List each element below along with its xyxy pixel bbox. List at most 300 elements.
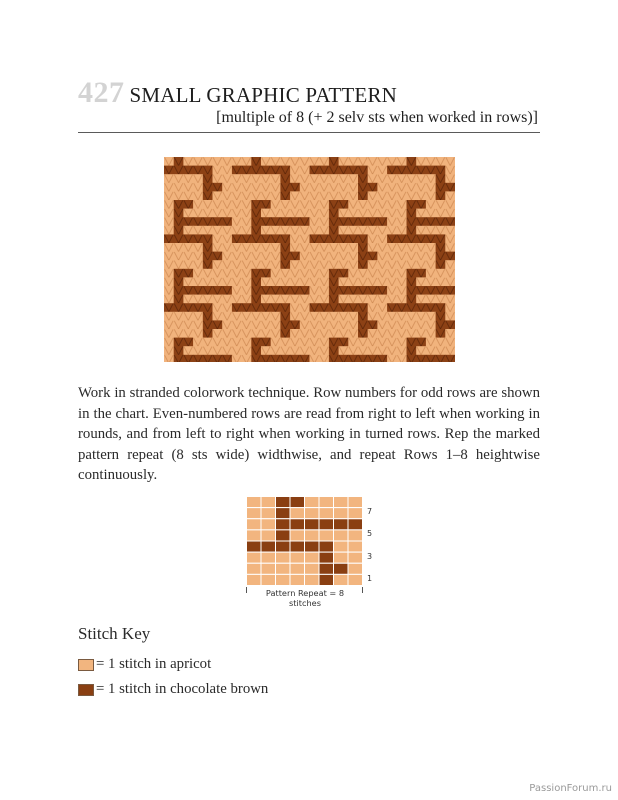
knit-stitch [407,174,417,183]
knit-stitch [242,355,252,362]
knit-stitch [232,260,242,269]
knit-stitch [174,191,184,200]
knit-stitch [426,269,436,278]
knit-stitch [436,183,446,192]
chart-cell [261,552,276,563]
knit-stitch [436,286,446,295]
knit-stitch [407,269,417,278]
knit-stitch [416,286,426,295]
knit-stitch [300,338,310,347]
knit-stitch [436,355,446,362]
knit-stitch [232,329,242,338]
knit-stitch [261,174,271,183]
knit-stitch [407,252,417,261]
knit-stitch [445,286,455,295]
knit-stitch [407,226,417,235]
knit-stitch [203,312,213,321]
knit-stitch [242,277,252,286]
chart-cell [276,530,291,541]
knit-stitch [203,346,213,355]
knit-stitch [193,252,203,261]
knit-stitch [377,226,387,235]
knit-stitch [339,346,349,355]
knit-stitch [329,329,339,338]
knit-stitch [261,346,271,355]
knit-stitch [174,338,184,347]
knit-stitch [251,209,261,218]
knit-stitch [358,286,368,295]
knit-stitch [280,243,290,252]
knit-stitch [242,191,252,200]
knit-stitch [426,312,436,321]
chart-cell [290,519,305,530]
knit-stitch [436,329,446,338]
knit-stitch [416,183,426,192]
chart-cell [276,552,291,563]
knit-stitch [368,286,378,295]
knit-stitch [290,320,300,329]
knit-stitch [407,355,417,362]
knit-stitch [232,312,242,321]
knit-stitch [387,269,397,278]
knit-stitch [164,174,174,183]
knit-stitch [377,312,387,321]
knit-stitch [164,320,174,329]
knit-stitch [222,312,232,321]
knit-stitch [222,234,232,243]
knit-stitch [280,174,290,183]
knit-stitch [251,260,261,269]
knit-stitch [280,234,290,243]
knit-stitch [319,312,329,321]
knit-stitch [164,209,174,218]
key-item-label: = 1 stitch in chocolate brown [96,681,269,697]
knit-stitch [271,329,281,338]
knit-stitch [300,303,310,312]
knit-stitch [397,234,407,243]
knit-stitch [387,295,397,304]
knit-stitch [232,234,242,243]
knit-stitch [368,277,378,286]
knit-stitch [213,191,223,200]
knit-stitch [300,329,310,338]
knit-stitch [416,234,426,243]
knit-stitch [300,243,310,252]
knit-stitch [368,355,378,362]
knit-stitch [377,191,387,200]
knit-stitch [183,174,193,183]
knit-stitch [203,286,213,295]
knit-stitch [387,252,397,261]
knit-stitch [290,269,300,278]
knit-stitch [416,312,426,321]
knit-stitch [426,209,436,218]
knit-stitch [174,226,184,235]
knit-stitch [329,191,339,200]
knit-stitch [329,252,339,261]
knit-stitch [222,200,232,209]
knit-stitch [358,226,368,235]
knit-stitch [368,243,378,252]
header-rule [78,132,540,133]
chart-cell [305,541,320,552]
knit-stitch [203,166,213,175]
knit-stitch [213,320,223,329]
knit-stitch [300,355,310,362]
knit-stitch [426,338,436,347]
knit-stitch [339,295,349,304]
knit-stitch [290,191,300,200]
knit-stitch [319,329,329,338]
knit-stitch [319,269,329,278]
knit-stitch [222,243,232,252]
chart-cell [319,574,334,585]
knit-stitch [251,303,261,312]
knit-stitch [436,338,446,347]
knit-stitch [261,183,271,192]
knit-stitch [174,329,184,338]
knit-stitch [222,252,232,261]
knit-stitch [348,252,358,261]
knit-stitch [300,191,310,200]
knit-stitch [329,355,339,362]
knit-stitch [261,191,271,200]
knit-stitch [300,174,310,183]
knit-stitch [183,312,193,321]
knit-stitch [368,234,378,243]
knit-stitch [377,183,387,192]
knit-stitch [251,217,261,226]
knit-stitch [387,234,397,243]
knit-stitch [358,269,368,278]
knit-stitch [368,209,378,218]
knit-stitch [203,252,213,261]
knit-stitch [397,200,407,209]
knit-stitch [164,329,174,338]
knit-stitch [368,217,378,226]
knit-stitch [426,174,436,183]
knit-stitch [193,260,203,269]
knit-stitch [416,277,426,286]
knit-stitch [397,191,407,200]
knit-stitch [280,209,290,218]
knit-stitch [310,295,320,304]
knit-stitch [164,260,174,269]
knit-stitch [436,191,446,200]
knit-stitch [348,312,358,321]
knit-stitch [445,320,455,329]
row-label-5: 5 [367,529,373,538]
knit-stitch [358,329,368,338]
knit-stitch [164,269,174,278]
knit-stitch [339,226,349,235]
knit-stitch [174,269,184,278]
knit-stitch [232,355,242,362]
knit-stitch [377,157,387,166]
knit-stitch [329,338,339,347]
knit-stitch [232,243,242,252]
chart-cell [305,574,320,585]
knit-stitch [242,346,252,355]
knit-stitch [310,312,320,321]
knit-stitch [319,286,329,295]
knit-stitch [242,226,252,235]
knit-stitch [261,200,271,209]
knit-stitch [339,355,349,362]
knit-stitch [445,303,455,312]
knit-stitch [271,277,281,286]
knit-stitch [310,286,320,295]
knit-stitch [174,252,184,261]
apricot-swatch [78,659,94,671]
knit-stitch [319,295,329,304]
knit-stitch [310,355,320,362]
knit-stitch [290,209,300,218]
knit-stitch [368,260,378,269]
knit-stitch [348,346,358,355]
knit-stitch [319,209,329,218]
chart-cell [247,552,262,563]
knit-stitch [377,277,387,286]
knit-stitch [339,166,349,175]
knit-stitch [271,338,281,347]
knit-stitch [193,277,203,286]
knit-stitch [310,320,320,329]
knit-stitch [261,209,271,218]
knit-stitch [261,303,271,312]
knit-stitch [213,269,223,278]
knit-stitch [377,243,387,252]
knit-stitch [387,312,397,321]
knit-stitch [426,320,436,329]
knit-stitch [174,217,184,226]
knit-stitch [164,252,174,261]
knit-stitch [193,303,203,312]
knit-stitch [387,355,397,362]
knit-stitch [310,329,320,338]
knit-stitch [193,157,203,166]
knit-stitch [193,329,203,338]
knit-stitch [348,260,358,269]
knit-stitch [251,166,261,175]
knit-stitch [242,200,252,209]
chart-cell [276,574,291,585]
knit-stitch [445,312,455,321]
knit-stitch [329,303,339,312]
knit-stitch [290,286,300,295]
knit-stitch [329,234,339,243]
knit-stitch [203,234,213,243]
knit-stitch [377,252,387,261]
knit-stitch [377,209,387,218]
knit-stitch [426,183,436,192]
knit-stitch [290,355,300,362]
knit-stitch [261,277,271,286]
knit-stitch [280,320,290,329]
knit-stitch [232,166,242,175]
knit-stitch [213,200,223,209]
knit-stitch [387,338,397,347]
stitch-key [78,624,268,702]
knit-stitch [242,320,252,329]
key-item-label: = 1 stitch in apricot [96,656,212,672]
knit-stitch [183,303,193,312]
knit-stitch [387,183,397,192]
knit-stitch [213,338,223,347]
knit-stitch [397,312,407,321]
row-label-7: 7 [367,507,373,516]
knit-stitch [280,200,290,209]
knit-stitch [387,243,397,252]
knit-stitch [310,338,320,347]
knit-stitch [348,166,358,175]
knit-stitch [193,200,203,209]
knit-stitch [426,234,436,243]
knit-stitch [348,338,358,347]
knit-stitch [368,157,378,166]
knit-stitch [251,234,261,243]
knit-stitch [310,260,320,269]
chart-cell [290,574,305,585]
knit-stitch [310,209,320,218]
knit-stitch [329,166,339,175]
chart-cell [305,552,320,563]
knit-stitch [377,338,387,347]
knit-stitch [339,183,349,192]
chart-cell [290,508,305,519]
knit-stitch [251,295,261,304]
knit-stitch [319,166,329,175]
knit-stitch [174,209,184,218]
knit-stitch [261,217,271,226]
knit-stitch [436,217,446,226]
knit-stitch [203,303,213,312]
knit-stitch [183,269,193,278]
knit-stitch [290,166,300,175]
knit-stitch [183,191,193,200]
key-item-brown [78,677,268,702]
knit-stitch [436,174,446,183]
knit-stitch [203,329,213,338]
knitted-swatch-image [164,157,455,362]
knit-stitch [232,320,242,329]
knit-stitch [290,346,300,355]
knit-stitch [445,260,455,269]
knit-stitch [222,303,232,312]
chart-cell [276,563,291,574]
row-label-3: 3 [367,552,373,561]
knit-stitch [232,277,242,286]
knit-stitch [203,260,213,269]
knit-stitch [397,346,407,355]
knit-stitch [280,303,290,312]
knit-stitch [280,295,290,304]
knit-stitch [300,260,310,269]
knit-stitch [407,183,417,192]
knit-stitch [290,277,300,286]
knit-stitch [164,166,174,175]
knit-stitch [271,174,281,183]
knit-stitch [242,260,252,269]
knit-stitch [242,295,252,304]
knit-stitch [397,243,407,252]
knit-stitch [319,157,329,166]
knit-stitch [426,303,436,312]
knit-stitch [213,234,223,243]
knit-stitch [203,174,213,183]
instructions-paragraph: Work in stranded colorwork technique. Row numbers for odd rows are shown in the chart. Even-numbered rows are read from right to left when working in rounds, and from left to right when working in turned rows. Rep the marked pattern repeat (8 sts wide) widthwise, and repeat Rows 1–8 heightwise continuously. [78,385,540,484]
knit-stitch [377,295,387,304]
chart-cell [348,552,362,563]
knit-stitch [300,166,310,175]
knit-stitch [445,234,455,243]
knit-stitch [251,174,261,183]
knit-stitch [261,312,271,321]
knit-stitch [193,174,203,183]
knit-stitch [183,286,193,295]
knit-stitch [164,234,174,243]
knit-stitch [213,252,223,261]
chart-cell [261,519,276,530]
knit-stitch [387,303,397,312]
knit-stitch [426,200,436,209]
knit-stitch [290,226,300,235]
knit-stitch [397,252,407,261]
knit-stitch [251,243,261,252]
knit-stitch [339,286,349,295]
knit-stitch [174,303,184,312]
chart-cell [305,519,320,530]
knit-stitch [377,166,387,175]
knit-stitch [232,217,242,226]
knit-stitch [271,312,281,321]
knit-stitch [397,286,407,295]
knit-stitch [222,191,232,200]
knit-stitch [222,260,232,269]
chart-cell [319,519,334,530]
knit-stitch [290,183,300,192]
knit-stitch [329,183,339,192]
knit-stitch [193,269,203,278]
knit-stitch [407,209,417,218]
brown-swatch [78,684,94,696]
knit-stitch [222,286,232,295]
knit-stitch [339,312,349,321]
knit-stitch [426,157,436,166]
knit-stitch [445,200,455,209]
knit-stitch [193,217,203,226]
knit-stitch [222,295,232,304]
knit-stitch [174,243,184,252]
knit-stitch [397,166,407,175]
knit-stitch [387,166,397,175]
knit-stitch [445,346,455,355]
knit-stitch [377,303,387,312]
knit-stitch [213,303,223,312]
knit-stitch [436,303,446,312]
knit-stitch [242,286,252,295]
knit-stitch [271,252,281,261]
knit-stitch [319,174,329,183]
knit-stitch [203,338,213,347]
knit-stitch [242,174,252,183]
knit-stitch [213,312,223,321]
knit-stitch [348,226,358,235]
knit-stitch [416,200,426,209]
chart-cell [348,574,362,585]
knit-stitch [348,183,358,192]
knit-stitch [183,234,193,243]
